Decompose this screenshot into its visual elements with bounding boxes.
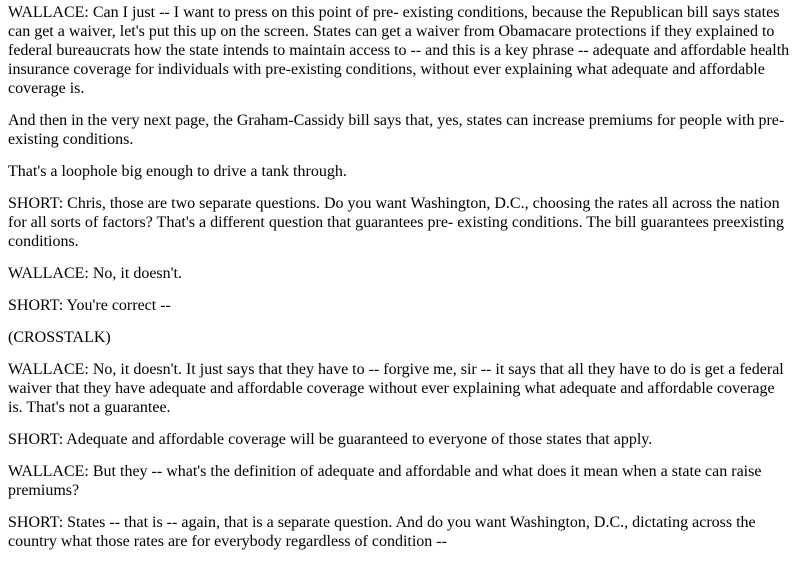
transcript-paragraph-wallace-5: WALLACE: No, it doesn't. It just says that they have to -- forgive me, sir -- it says that all they have to do is get a federal waiver that they have adequate and affordable coverage without ever explaining what adequate and affordable coverage is. That's not a guarantee. — [8, 361, 784, 416]
transcript-paragraph-crosstalk: (CROSSTALK) — [8, 329, 111, 346]
transcript-document — [8, 3, 792, 551]
transcript-paragraph-short-3: SHORT: Adequate and affordable coverage will be guaranteed to everyone of those states that apply. — [8, 431, 653, 448]
transcript-paragraph-short-2: SHORT: You're correct -- — [8, 297, 171, 314]
transcript-paragraph-wallace-1: WALLACE: Can I just -- I want to press on this point of pre- existing conditions, because the Republican bill says states can get a waiver, let's put this up on the screen. States can get a waiver from Obamacare protections if they explained to federal bureaucrats how the state intends to maintain access to -- and this is a key phrase -- adequate and affordable health insurance coverage for individuals with pre-existing conditions, without ever explaining what adequate and affordable coverage is. — [8, 4, 790, 97]
transcript-paragraph-wallace-4: WALLACE: No, it doesn't. — [8, 265, 182, 282]
transcript-paragraph-short-1: SHORT: Chris, those are two separate questions. Do you want Washington, D.C., choosing the rates all across the nation for all sorts of factors? That's a different question that guarantees pre- existing conditions. The bill guarantees preexisting conditions. — [8, 195, 784, 250]
transcript-paragraph-wallace-6: WALLACE: But they -- what's the definition of adequate and affordable and what does it mean when a state can raise premiums? — [8, 463, 762, 499]
transcript-paragraph-wallace-2: And then in the very next page, the Graham-Cassidy bill says that, yes, states can increase premiums for people with pre-existing conditions. — [8, 112, 785, 148]
transcript-paragraph-wallace-3: That's a loophole big enough to drive a tank through. — [8, 163, 347, 180]
transcript-paragraph-short-4: SHORT: States -- that is -- again, that is a separate question. And do you want Washington, D.C., dictating across the country what those rates are for everybody regardless of condition -- — [8, 514, 756, 550]
